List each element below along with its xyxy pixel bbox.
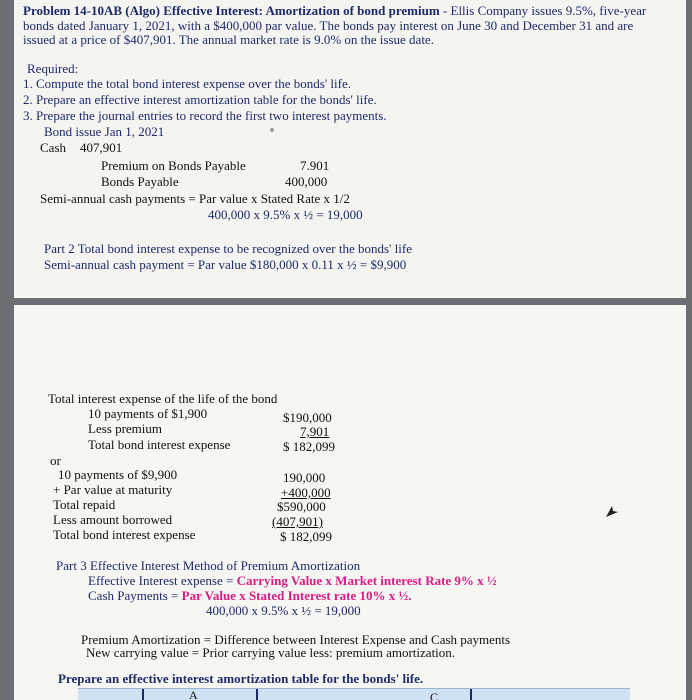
bonds-payable-label: Bonds Payable (101, 174, 179, 189)
cursor-arrow-icon (604, 504, 620, 520)
premium-label: Premium on Bonds Payable (101, 158, 246, 173)
cash-label: Cash (40, 140, 66, 155)
amortization-table-header (78, 688, 630, 700)
alt-payments-value: 190,000 (283, 470, 326, 485)
effective-interest-label: Effective Interest expense = (88, 573, 237, 588)
cash-payments-line (88, 589, 412, 603)
semi-annual-calc: 400,000 x 9.5% x ½ = 19,000 (208, 207, 363, 222)
problem-description: - Ellis Company issues 9.5%, five-year bonds dated January 1, 2021, with a $400,000 par value. The bonds pay interest on June 30 and December 31 and are issued at a price of $407,901. The annual market rate is 9.0% on the issue date. (23, 3, 647, 48)
requirement-2: 2. Prepare an effective interest amortization table for the bonds' life. (23, 92, 377, 107)
payments-label: 10 payments of $1,900 (88, 406, 208, 421)
alt-total-expense-label: Total bond interest expense (53, 527, 196, 542)
new-carrying-value-definition: New carrying value = Prior carrying value less: premium amortization. (86, 645, 456, 660)
column-separator (256, 689, 258, 700)
less-borrowed-label: Less amount borrowed (53, 512, 173, 527)
total-interest-heading: Total interest expense of the life of the bond (48, 391, 278, 406)
requirement-1: 1. Compute the total bond interest expense over the bonds' life. (23, 76, 351, 91)
par-value-value: +400,000 (281, 485, 331, 500)
semi-annual-formula: Semi-annual cash payments = Par value x Stated Rate x 1/2 (40, 191, 350, 206)
premium-amortization-definition: Premium Amortization = Difference between Interest Expense and Cash payments (81, 632, 511, 647)
bonds-payable-value: 400,000 (285, 174, 328, 189)
premium-value: 7.901 (300, 158, 330, 173)
cash-value: 407,901 (80, 140, 123, 155)
payments-value: $190,000 (283, 410, 332, 425)
required-heading: Required: (27, 61, 79, 76)
cursor-dot-icon (270, 128, 274, 132)
column-separator (142, 689, 144, 700)
part3-calc: 400,000 x 9.5% x ½ = 19,000 (206, 603, 361, 618)
cash-payments-formula: Par Value x Stated Interest rate 10% x ½. (181, 588, 412, 603)
or-label: or (50, 453, 61, 468)
part2-heading: Part 2 Total bond interest expense to be recognized over the bonds' life (44, 241, 412, 256)
column-a-label: A (189, 688, 198, 700)
part2-cash-payment: Semi-annual cash payment = Par value $180,000 x 0.11 x ½ = $9,900 (44, 257, 407, 272)
alt-total-expense-value: $ 182,099 (280, 529, 332, 544)
problem-title: Problem 14-10AB (Algo) Effective Interest: Amortization of bond premium (23, 3, 440, 18)
less-premium-label: Less premium (88, 421, 163, 436)
requirement-3: 3. Prepare the journal entries to record the first two interest payments. (23, 108, 387, 123)
par-value-label: + Par value at maturity (53, 482, 173, 497)
cash-payments-label: Cash Payments = (88, 588, 182, 603)
total-expense-value: $ 182,099 (283, 439, 335, 454)
bond-issue-heading: Bond issue Jan 1, 2021 (44, 124, 165, 139)
column-separator (470, 689, 472, 700)
less-premium-value: 7,901 (300, 424, 330, 439)
problem-statement (23, 4, 663, 48)
amortization-table-heading: Prepare an effective interest amortization table for the bonds' life. (58, 671, 424, 686)
less-borrowed-value: (407,901) (272, 514, 323, 529)
total-repaid-value: $590,000 (277, 499, 326, 514)
alt-payments-label: 10 payments of $9,900 (58, 467, 178, 482)
total-expense-label: Total bond interest expense (88, 437, 231, 452)
column-c-label: C (430, 690, 439, 700)
effective-interest-formula: Carrying Value x Market interest Rate 9% x ½ (236, 573, 497, 588)
total-repaid-label: Total repaid (53, 497, 116, 512)
part3-heading: Part 3 Effective Interest Method of Premium Amortization (56, 558, 361, 573)
effective-interest-line (88, 574, 497, 588)
